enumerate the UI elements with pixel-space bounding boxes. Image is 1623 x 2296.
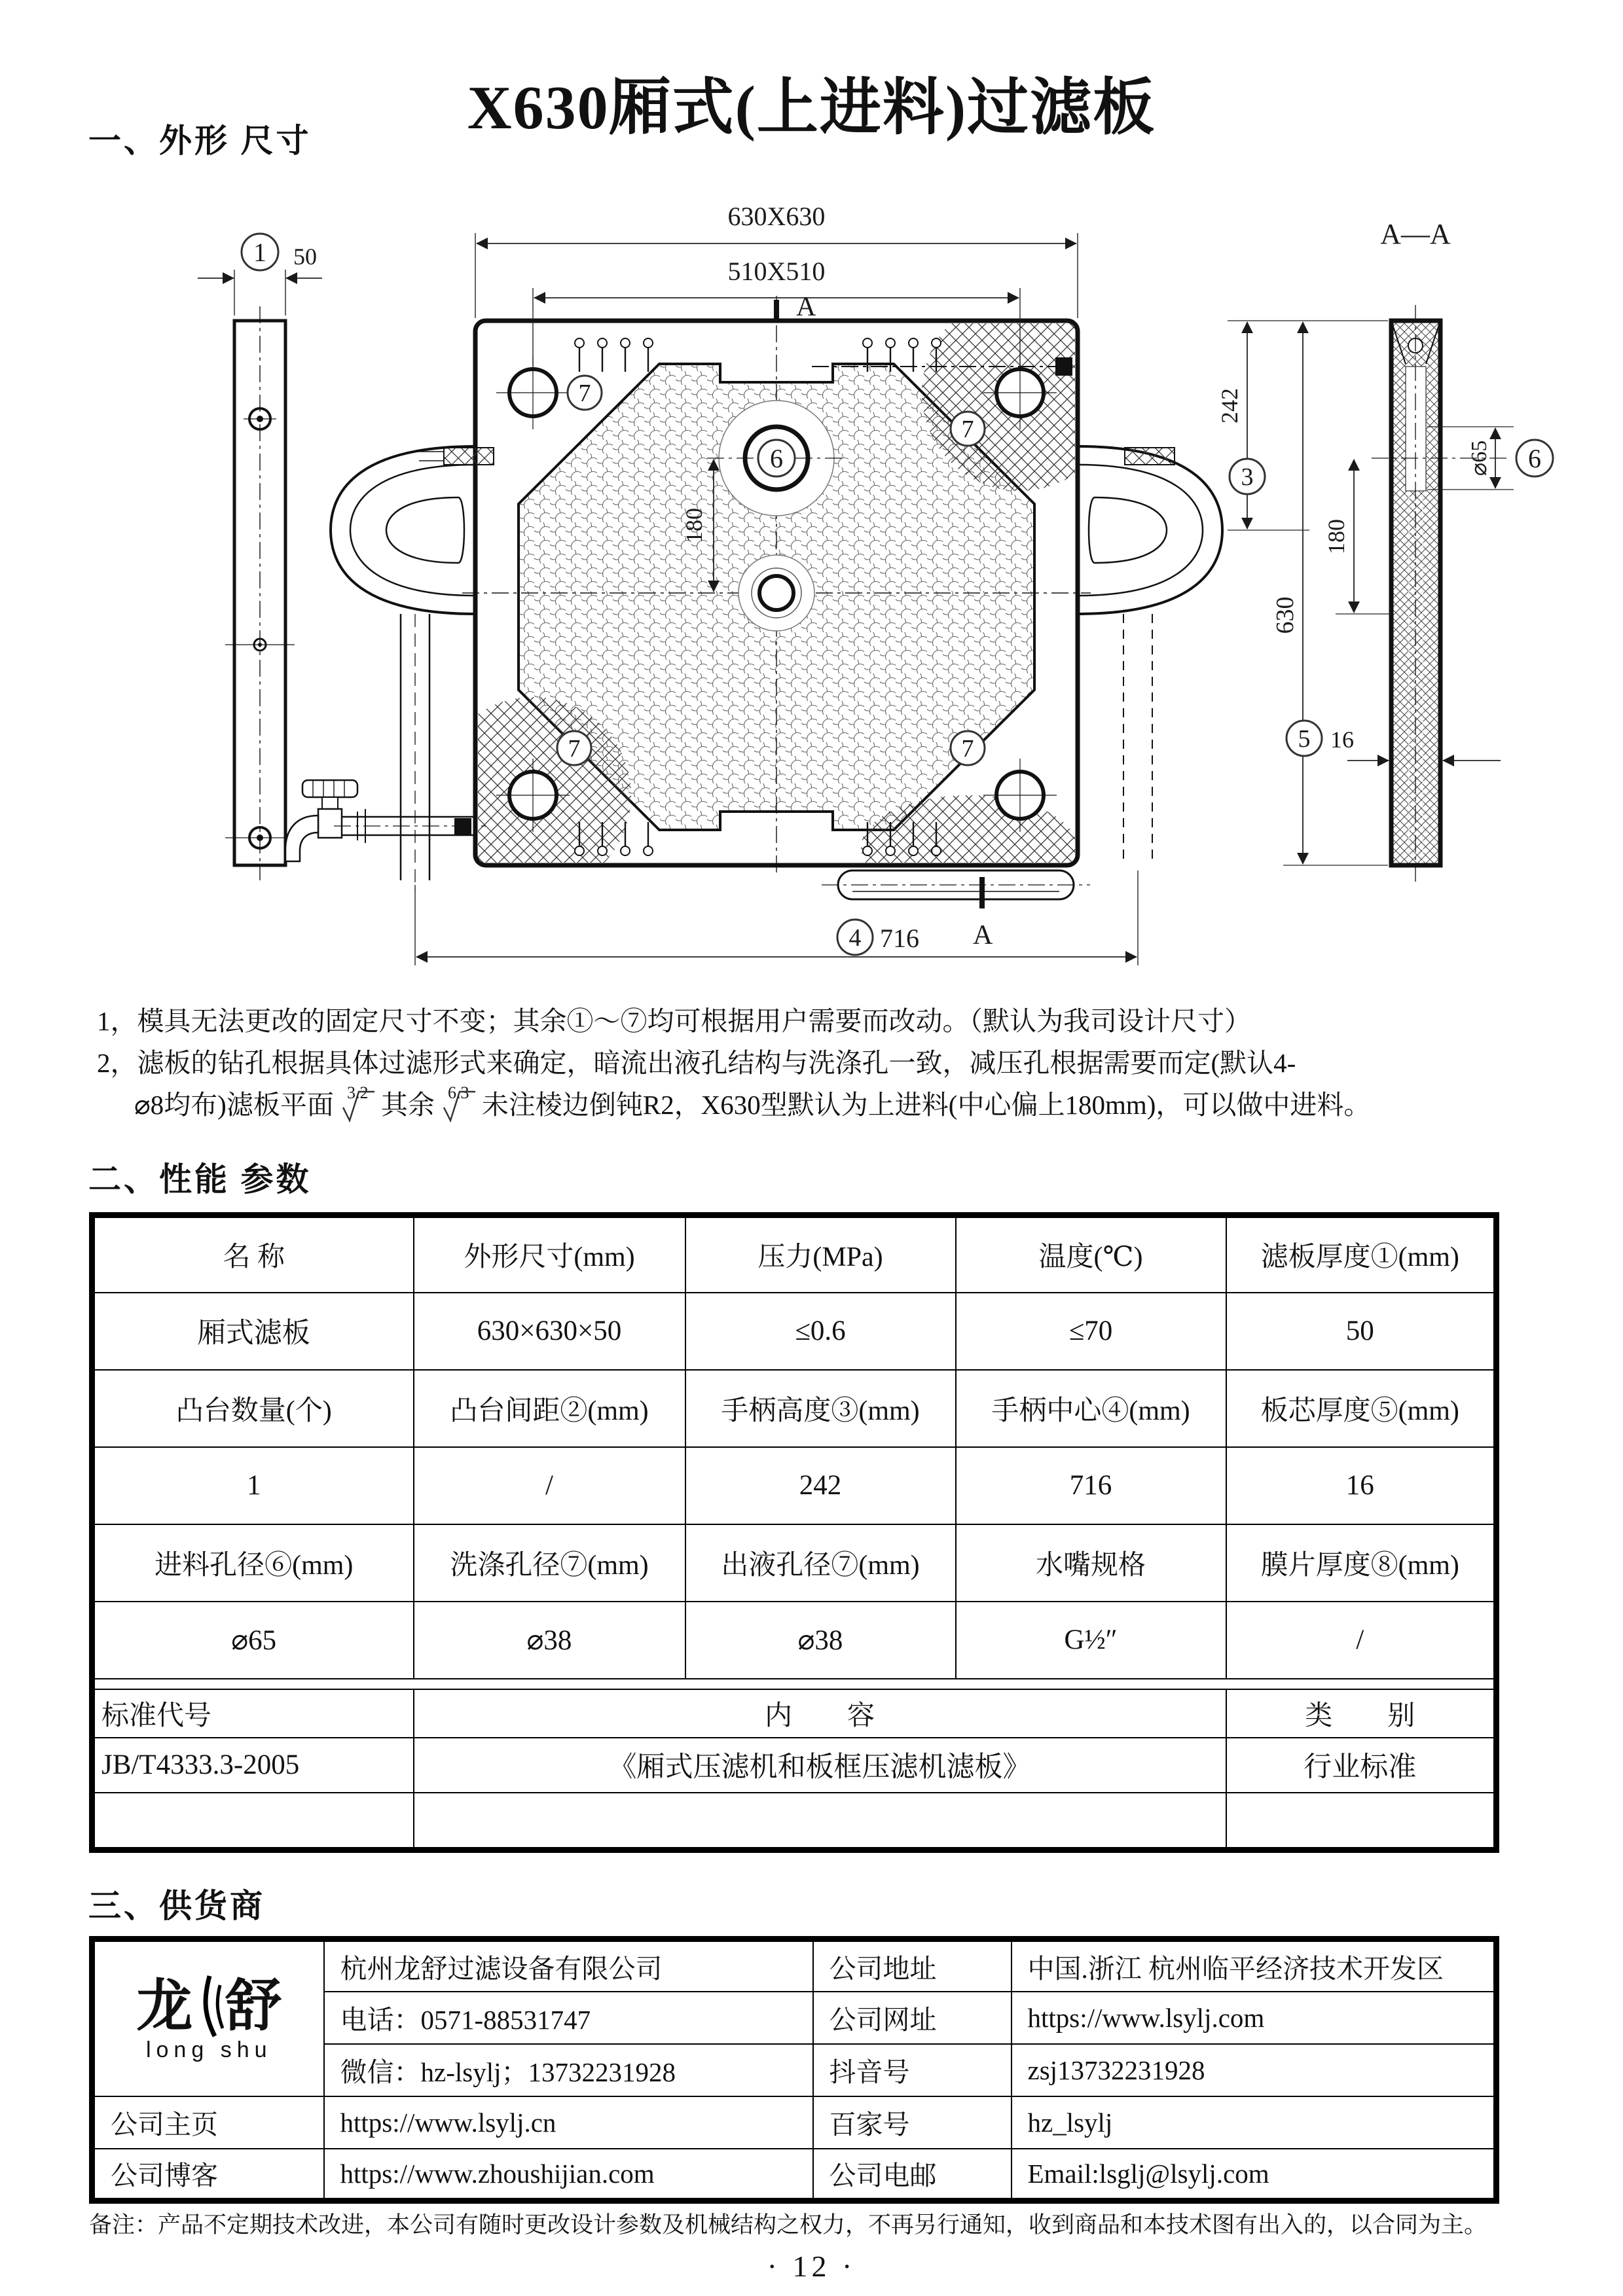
dim-180-section	[1323, 459, 1391, 614]
param-header-cell: 进料孔径⑥(mm)	[92, 1524, 414, 1602]
callout-7-bottom-left	[557, 731, 591, 765]
supplier-row	[92, 2096, 1497, 2149]
param-header-cell: 水嘴规格	[956, 1524, 1226, 1602]
param-value-cell: G½″	[956, 1602, 1226, 1679]
svg-text:7: 7	[961, 735, 974, 762]
svg-text:1: 1	[253, 238, 266, 267]
baijia-value: hz_lsylj	[1012, 2096, 1497, 2149]
param-header-cell: 温度(℃)	[956, 1215, 1226, 1293]
logo-english: long shu	[145, 2037, 272, 2062]
callout-7-top-right	[951, 412, 985, 446]
svg-text:6: 6	[770, 444, 783, 473]
dim-630-section	[1271, 322, 1388, 865]
param-header-cell: 手柄中心④(mm)	[956, 1370, 1226, 1447]
standard-code-cell: JB/T4333.3-2005	[92, 1738, 414, 1793]
supplier-row	[92, 2149, 1497, 2201]
param-value-cell: 16	[1226, 1447, 1497, 1524]
drain-faucet	[285, 780, 486, 861]
callout-1	[242, 234, 278, 270]
svg-text:5: 5	[1298, 725, 1311, 753]
param-header-cell: 膜片厚度⑧(mm)	[1226, 1524, 1497, 1602]
empty-cell	[414, 1793, 1226, 1850]
param-value-row-1	[92, 1293, 1497, 1370]
filter-plate-drawing	[0, 0, 1623, 982]
param-value-cell: 630×630×50	[414, 1293, 685, 1370]
svg-text:7: 7	[961, 416, 974, 443]
douyin-value: zsj13732231928	[1012, 2044, 1497, 2096]
svg-text:180: 180	[1323, 519, 1349, 554]
svg-text:510X510: 510X510	[727, 257, 826, 286]
standard-header-row	[92, 1689, 1497, 1738]
homepage-value[interactable]: https://www.lsylj.cn	[324, 2096, 813, 2149]
param-header-cell: 手柄高度③(mm)	[685, 1370, 956, 1447]
supplier-table	[89, 1936, 1499, 2204]
note-line-3: ⌀8均布)滤板平面 3.2 其余 6.3 未注棱边倒钝R2，X630型默认为上进料(中心偏上180mm)，可以做中进料。	[97, 1084, 1577, 1135]
param-header-cell: 板芯厚度⑤(mm)	[1226, 1370, 1497, 1447]
svg-text:50: 50	[293, 243, 317, 270]
param-value-cell: /	[414, 1447, 685, 1524]
parameter-table	[89, 1212, 1499, 1853]
company-name: 杭州龙舒过滤设备有限公司	[324, 1939, 813, 1992]
svg-text:A: A	[973, 920, 993, 950]
standard-category-cell: 行业标准	[1226, 1738, 1497, 1793]
note-line-1: 1，模具无法更改的固定尺寸不变；其余①～⑦均可根据用户需要而改动。（默认为我司设计尺寸）	[97, 1006, 1251, 1036]
param-value-cell: ⌀38	[685, 1602, 956, 1679]
param-header-row-1	[92, 1215, 1497, 1293]
section-title: A—A	[1380, 218, 1451, 250]
website-label: 公司网址	[813, 1992, 1012, 2044]
gap-cell	[92, 1679, 1497, 1689]
heading-parameters: 二、性能 参数	[88, 1161, 312, 1198]
right-handle	[1078, 446, 1222, 865]
svg-text:630X630: 630X630	[727, 202, 826, 231]
section-cut-top	[776, 292, 816, 322]
param-value-cell: 厢式滤板	[92, 1293, 414, 1370]
supplier-row	[92, 1939, 1497, 1992]
standard-code-header: 标准代号	[92, 1689, 414, 1738]
param-value-cell: 1	[92, 1447, 414, 1524]
empty-cell	[1226, 1793, 1497, 1850]
drawing-notes	[97, 1000, 1577, 1135]
roughness-symbol-3-2	[338, 1084, 377, 1135]
param-value-row-3	[92, 1602, 1497, 1679]
standard-content-header: 内 容	[414, 1689, 1226, 1738]
svg-text:6: 6	[1528, 444, 1541, 473]
homepage-label: 公司主页	[92, 2096, 324, 2149]
phone-value: 电话：0571-88531747	[324, 1992, 813, 2044]
param-header-cell: 出液孔径⑦(mm)	[685, 1524, 956, 1602]
param-header-cell: 凸台间距②(mm)	[414, 1370, 685, 1447]
main-view	[285, 295, 1222, 900]
param-value-cell: 50	[1226, 1293, 1497, 1370]
svg-text:6.3: 6.3	[447, 1084, 469, 1102]
param-value-cell: 242	[685, 1447, 956, 1524]
param-value-cell: ≤0.6	[685, 1293, 956, 1370]
page-number: · 12 ·	[767, 2250, 856, 2283]
svg-text:7: 7	[578, 380, 591, 407]
address-label: 公司地址	[813, 1939, 1012, 1992]
callout-7-bottom-right	[951, 731, 985, 765]
page-title: X630厢式(上进料)过滤板	[467, 74, 1156, 142]
bottom-outlet	[822, 870, 1090, 899]
param-value-cell: ≤70	[956, 1293, 1226, 1370]
empty-cell	[92, 1793, 414, 1850]
svg-text:3.2: 3.2	[346, 1084, 369, 1102]
email-label: 公司电邮	[813, 2149, 1012, 2201]
section-view	[1372, 305, 1509, 882]
standard-category-header: 类 别	[1226, 1689, 1497, 1738]
param-header-cell: 外形尺寸(mm)	[414, 1215, 685, 1293]
dim-242	[1216, 321, 1388, 530]
wechat-value: 微信：hz-lsylj；13732231928	[324, 2044, 813, 2096]
baijia-label: 百家号	[813, 2096, 1012, 2149]
standard-value-row	[92, 1738, 1497, 1793]
param-value-row-2	[92, 1447, 1497, 1524]
blog-label: 公司博客	[92, 2149, 324, 2201]
svg-text:16: 16	[1330, 726, 1354, 753]
svg-text:A: A	[796, 292, 816, 322]
callout-7-top-left	[568, 376, 602, 410]
address-value: 中国.浙江 杭州临平经济技术开发区	[1012, 1939, 1497, 1992]
param-header-row-3	[92, 1524, 1497, 1602]
website-value[interactable]: https://www.lsylj.com	[1012, 1992, 1497, 2044]
svg-text:180: 180	[681, 508, 707, 543]
standard-content-cell: 《厢式压滤机和板框压滤机滤板》	[414, 1738, 1226, 1793]
param-value-cell: ⌀38	[414, 1602, 685, 1679]
email-value[interactable]: Email:lsglj@lsylj.com	[1012, 2149, 1497, 2201]
param-value-cell: /	[1226, 1602, 1497, 1679]
svg-text:242: 242	[1216, 388, 1243, 423]
company-logo	[92, 1939, 324, 2096]
heading-supplier: 三、供货商	[88, 1888, 265, 1924]
svg-text:716: 716	[880, 924, 919, 953]
side-view	[225, 306, 295, 880]
param-header-row-2	[92, 1370, 1497, 1447]
svg-text:3: 3	[1241, 463, 1254, 491]
center-hole-boss	[739, 555, 814, 631]
param-header-cell: 压力(MPa)	[685, 1215, 956, 1293]
param-header-cell: 凸台数量(个)	[92, 1370, 414, 1447]
standard-empty-row	[92, 1793, 1497, 1850]
svg-text:7: 7	[568, 735, 581, 762]
svg-text:4: 4	[848, 924, 862, 952]
blog-value[interactable]: https://www.zhoushijian.com	[324, 2149, 813, 2201]
svg-text:630: 630	[1271, 596, 1299, 634]
logo-chinese: 龙 舒	[136, 1974, 282, 2037]
note-line-2: 2，滤板的钻孔根据具体过滤形式来确定，暗流出液孔结构与洗涤孔一致，减压孔根据需要而定(默认4-	[97, 1048, 1296, 1078]
logo-stroke-icon	[194, 1975, 224, 2037]
param-value-cell: ⌀65	[92, 1602, 414, 1679]
param-value-cell: 716	[956, 1447, 1226, 1524]
param-header-cell: 滤板厚度①(mm)	[1226, 1215, 1497, 1293]
param-gap-row	[92, 1679, 1497, 1689]
heading-dimensions: 一、外形 尺寸	[88, 122, 312, 159]
callout-6-feed	[758, 440, 795, 476]
roughness-symbol-6-3	[439, 1084, 478, 1135]
footer-note: 备注：产品不定期技术改进，本公司有随时更改设计参数及机械结构之权力，不再另行通知，收到商品和本技术图有出入的，以合同为主。	[89, 2212, 1487, 2238]
param-header-cell: 名 称	[92, 1215, 414, 1293]
douyin-label: 抖音号	[813, 2044, 1012, 2096]
param-header-cell: 洗涤孔径⑦(mm)	[414, 1524, 685, 1602]
svg-text:⌀65: ⌀65	[1467, 440, 1491, 476]
